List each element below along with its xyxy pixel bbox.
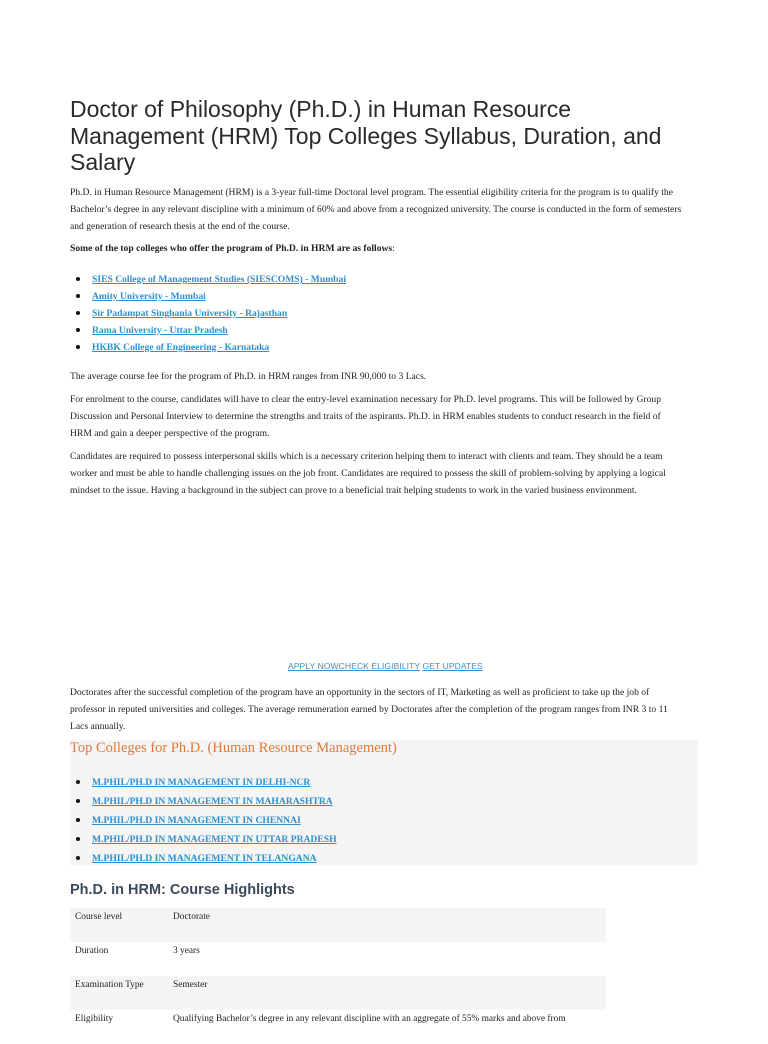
list-item <box>70 339 346 356</box>
college-link-5[interactable]: HKBK College of Engineering - Karnataka <box>92 342 270 353</box>
list-item <box>70 830 337 849</box>
top-college-link-3[interactable]: M.PHIL/PH.D IN MANAGEMENT IN CHENNAI <box>92 815 301 826</box>
list-item <box>70 811 337 830</box>
table-row <box>70 942 606 976</box>
top-colleges-heading: Top Colleges for Ph.D. (Human Resource Management) <box>70 740 397 756</box>
highlight-key: Eligibility <box>70 1010 168 1044</box>
page-title: Doctor of Philosophy (Ph.D.) in Human Resource Management (HRM) Top Colleges Syllabus, Duration, and Salary <box>70 96 662 175</box>
top-college-link-1[interactable]: M.PHIL/PH.D IN MANAGEMENT IN DELHI-NCR <box>92 777 311 788</box>
highlight-value: 3 years <box>168 942 606 976</box>
intro-paragraph: Ph.D. in Human Resource Management (HRM) is a 3-year full-time Doctoral level program. The essential eligibility criteria for the program is to qualify the Bachelor’s degree in any relevant discipline with a minimum of 60% and above from a recognized university. The course is conducted in the form of semesters and generation of research thesis at the end of the course. <box>70 187 682 232</box>
highlights-heading: Ph.D. in HRM: Course Highlights <box>70 882 295 898</box>
apply-now-link[interactable]: APPLY NOW <box>288 661 339 671</box>
get-updates-link[interactable]: GET UPDATES <box>422 661 483 671</box>
highlight-key: Duration <box>70 942 168 976</box>
college-link-4[interactable]: Rama University - Uttar Pradesh <box>92 325 228 336</box>
highlight-value: Semester <box>168 976 606 1010</box>
action-links <box>288 661 483 671</box>
highlight-value: Qualifying Bachelor’s degree in any relevant discipline with an aggregate of 55% marks and above from <box>168 1010 606 1044</box>
list-item <box>70 773 337 792</box>
skills-paragraph: Candidates are required to possess interpersonal skills which is a necessary criterion helping them to interact with clients and team. They should be a team worker and must be able to handle challenging issues on the job front. Candidates are required to possess the skill of problem-solving by applying a logical mindset to the issue. Having a background in the subject can prove to a beneficial trait helping students to work in the varied business environment. <box>70 451 666 496</box>
top-college-link-5[interactable]: M.PHIL/PH.D IN MANAGEMENT IN TELANGANA <box>92 853 317 864</box>
table-row <box>70 1010 606 1044</box>
table-row <box>70 976 606 1010</box>
table-row <box>70 908 606 942</box>
highlight-key: Examination Type <box>70 976 168 1010</box>
list-item <box>70 271 346 288</box>
list-item <box>70 322 346 339</box>
colleges-list <box>70 271 346 356</box>
list-item <box>70 288 346 305</box>
highlight-key: Course level <box>70 908 168 942</box>
highlight-value: Doctorate <box>168 908 606 942</box>
list-item <box>70 792 337 811</box>
college-link-3[interactable]: Sir Padampat Singhania University - Rajasthan <box>92 308 288 319</box>
colleges-lead <box>70 240 682 257</box>
colleges-lead-colon: : <box>392 243 395 254</box>
fee-paragraph: The average course fee for the program of Ph.D. in HRM ranges from INR 90,000 to 3 Lacs. <box>70 371 427 382</box>
college-link-1[interactable]: SIES College of Management Studies (SIESCOMS) - Mumbai <box>92 274 346 285</box>
career-paragraph: Doctorates after the successful completion of the program have an opportunity in the sectors of IT, Marketing as well as proficient to take up the job of professor in reputed universities and colleges. The average remuneration earned by Doctorates after the completion of the program ranges from INR 3 to 11 Lacs annually. <box>70 687 668 732</box>
college-link-2[interactable]: Amity University - Mumbai <box>92 291 206 302</box>
list-item <box>70 849 337 868</box>
top-college-link-4[interactable]: M.PHIL/PH.D IN MANAGEMENT IN UTTAR PRADESH <box>92 834 337 845</box>
top-college-link-2[interactable]: M.PHIL/PH.D IN MANAGEMENT IN MAHARASHTRA <box>92 796 333 807</box>
check-eligibility-link[interactable]: CHECK ELIGIBILITY <box>338 661 421 671</box>
list-item <box>70 305 346 322</box>
top-colleges-list <box>70 773 337 868</box>
colleges-lead-text: Some of the top colleges who offer the program of Ph.D. in HRM are as follows <box>70 243 393 254</box>
enrolment-paragraph: For enrolment to the course, candidates will have to clear the entry-level examination necessary for Ph.D. level programs. This will be followed by Group Discussion and Personal Interview to determine the strengths and traits of the aspirants. Ph.D. in HRM enables students to conduct research in the field of HRM and gain a deeper perspective of the program. <box>70 394 661 439</box>
